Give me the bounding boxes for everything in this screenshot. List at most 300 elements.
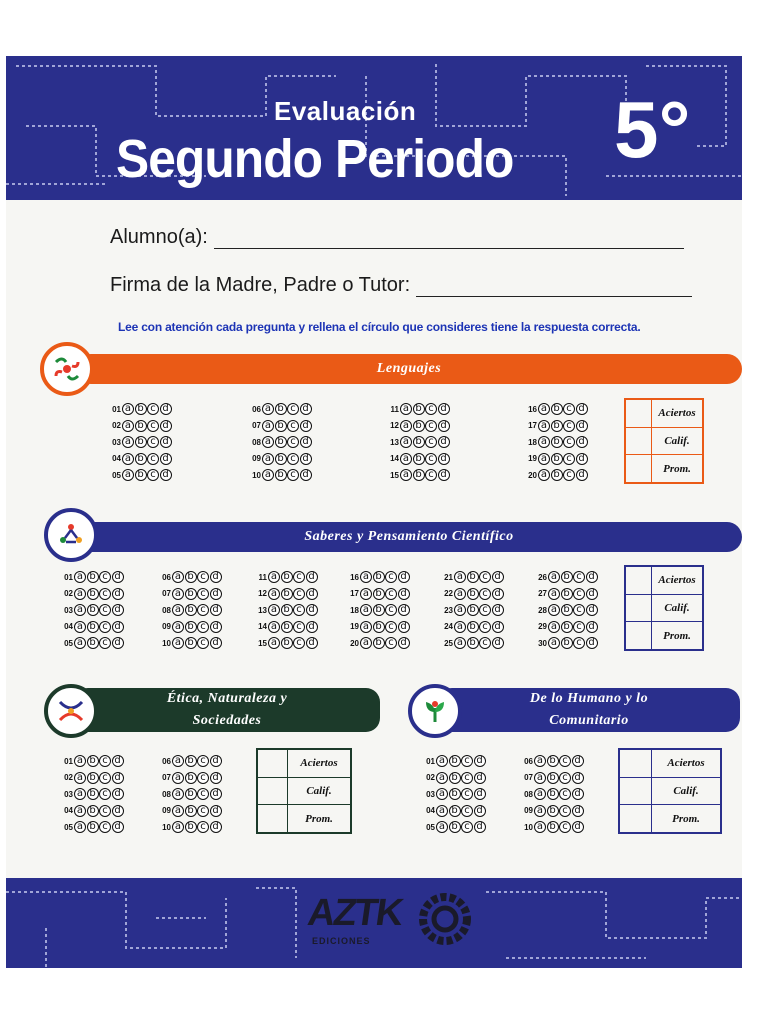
answer-bubble-a[interactable]: a bbox=[172, 604, 184, 616]
answer-bubble-b[interactable]: b bbox=[551, 469, 563, 481]
answer-bubble-a[interactable]: a bbox=[360, 604, 372, 616]
answer-bubble-b[interactable]: b bbox=[87, 805, 99, 817]
answer-bubble-a[interactable]: a bbox=[122, 403, 134, 415]
answer-bubble-c[interactable]: c bbox=[479, 604, 491, 616]
answer-bubble-b[interactable]: b bbox=[87, 755, 99, 767]
answer-bubble-d[interactable]: d bbox=[112, 604, 124, 616]
answer-bubble-b[interactable]: b bbox=[551, 453, 563, 465]
student-name-line[interactable] bbox=[214, 228, 684, 249]
answer-bubble-b[interactable]: b bbox=[135, 403, 147, 415]
answer-bubble-d[interactable]: d bbox=[576, 436, 588, 448]
answer-bubble-d[interactable]: d bbox=[306, 604, 318, 616]
answer-bubble-b[interactable]: b bbox=[135, 469, 147, 481]
answer-bubble-c[interactable]: c bbox=[479, 588, 491, 600]
answer-bubble-a[interactable]: a bbox=[538, 469, 550, 481]
answer-bubble-a[interactable]: a bbox=[360, 621, 372, 633]
answer-bubble-b[interactable]: b bbox=[547, 772, 559, 784]
answer-bubble-c[interactable]: c bbox=[573, 604, 585, 616]
answer-bubble-c[interactable]: c bbox=[147, 453, 159, 465]
score-entry-cell[interactable] bbox=[626, 400, 652, 428]
answer-bubble-a[interactable]: a bbox=[172, 637, 184, 649]
answer-bubble-c[interactable]: c bbox=[197, 821, 209, 833]
answer-bubble-d[interactable]: d bbox=[112, 755, 124, 767]
answer-bubble-d[interactable]: d bbox=[438, 420, 450, 432]
answer-bubble-c[interactable]: c bbox=[287, 453, 299, 465]
answer-bubble-c[interactable]: c bbox=[385, 621, 397, 633]
answer-bubble-d[interactable]: d bbox=[112, 788, 124, 800]
answer-bubble-b[interactable]: b bbox=[547, 788, 559, 800]
answer-bubble-d[interactable]: d bbox=[576, 453, 588, 465]
answer-bubble-b[interactable]: b bbox=[185, 755, 197, 767]
answer-bubble-d[interactable]: d bbox=[572, 755, 584, 767]
answer-bubble-a[interactable]: a bbox=[400, 436, 412, 448]
answer-bubble-b[interactable]: b bbox=[561, 621, 573, 633]
answer-bubble-c[interactable]: c bbox=[99, 772, 111, 784]
answer-bubble-a[interactable]: a bbox=[436, 788, 448, 800]
question-number: 04 bbox=[112, 454, 121, 464]
answer-bubble-b[interactable]: b bbox=[281, 637, 293, 649]
answer-bubble-c[interactable]: c bbox=[559, 755, 571, 767]
answer-bubble-d[interactable]: d bbox=[210, 571, 222, 583]
answer-bubble-c[interactable]: c bbox=[197, 805, 209, 817]
answer-bubble-a[interactable]: a bbox=[172, 621, 184, 633]
answer-bubble-c[interactable]: c bbox=[563, 420, 575, 432]
answer-bubble-b[interactable]: b bbox=[87, 772, 99, 784]
answer-bubble-b[interactable]: b bbox=[373, 588, 385, 600]
answer-bubble-a[interactable]: a bbox=[436, 821, 448, 833]
score-entry-cell[interactable] bbox=[258, 805, 288, 832]
answer-bubble-a[interactable]: a bbox=[262, 436, 274, 448]
answer-bubble-c[interactable]: c bbox=[287, 469, 299, 481]
answer-bubble-d[interactable]: d bbox=[306, 637, 318, 649]
answer-bubble-b[interactable]: b bbox=[275, 453, 287, 465]
answer-bubble-d[interactable]: d bbox=[306, 571, 318, 583]
answer-bubble-a[interactable]: a bbox=[454, 621, 466, 633]
answer-bubble-c[interactable]: c bbox=[385, 637, 397, 649]
answer-bubble-a[interactable]: a bbox=[74, 788, 86, 800]
answer-bubble-d[interactable]: d bbox=[398, 604, 410, 616]
answer-bubble-a[interactable]: a bbox=[74, 571, 86, 583]
answer-bubble-b[interactable]: b bbox=[467, 604, 479, 616]
answer-bubble-b[interactable]: b bbox=[185, 588, 197, 600]
answer-bubble-a[interactable]: a bbox=[122, 453, 134, 465]
answer-bubble-a[interactable]: a bbox=[74, 821, 86, 833]
answer-bubble-a[interactable]: a bbox=[74, 805, 86, 817]
answer-bubble-c[interactable]: c bbox=[99, 621, 111, 633]
answer-bubble-d[interactable]: d bbox=[160, 403, 172, 415]
answer-bubble-a[interactable]: a bbox=[538, 436, 550, 448]
answer-bubble-c[interactable]: c bbox=[563, 453, 575, 465]
answer-bubble-a[interactable]: a bbox=[262, 469, 274, 481]
answer-bubble-d[interactable]: d bbox=[586, 604, 598, 616]
answer-bubble-a[interactable]: a bbox=[122, 420, 134, 432]
answer-bubble-b[interactable]: b bbox=[373, 604, 385, 616]
answer-bubble-c[interactable]: c bbox=[99, 604, 111, 616]
answer-bubble-d[interactable]: d bbox=[210, 772, 222, 784]
answer-bubble-d[interactable]: d bbox=[398, 571, 410, 583]
answer-bubble-d[interactable]: d bbox=[210, 588, 222, 600]
score-entry-cell[interactable] bbox=[626, 567, 652, 595]
answer-bubble-a[interactable]: a bbox=[172, 805, 184, 817]
answer-bubble-a[interactable]: a bbox=[436, 772, 448, 784]
answer-bubble-a[interactable]: a bbox=[360, 637, 372, 649]
answer-bubble-c[interactable]: c bbox=[293, 621, 305, 633]
answer-bubble-c[interactable]: c bbox=[559, 788, 571, 800]
answer-bubble-c[interactable]: c bbox=[461, 821, 473, 833]
answer-bubble-b[interactable]: b bbox=[467, 621, 479, 633]
score-entry-cell[interactable] bbox=[626, 428, 652, 456]
answer-bubble-c[interactable]: c bbox=[425, 453, 437, 465]
answer-bubble-c[interactable]: c bbox=[197, 788, 209, 800]
answer-bubble-b[interactable]: b bbox=[185, 788, 197, 800]
answer-bubble-d[interactable]: d bbox=[398, 637, 410, 649]
answer-bubble-c[interactable]: c bbox=[559, 772, 571, 784]
answer-bubble-b[interactable]: b bbox=[185, 637, 197, 649]
answer-bubble-b[interactable]: b bbox=[449, 805, 461, 817]
answer-bubble-c[interactable]: c bbox=[287, 420, 299, 432]
answer-bubble-b[interactable]: b bbox=[87, 604, 99, 616]
answer-bubble-c[interactable]: c bbox=[559, 821, 571, 833]
answer-bubble-b[interactable]: b bbox=[185, 571, 197, 583]
answer-bubble-a[interactable]: a bbox=[534, 821, 546, 833]
answer-bubble-a[interactable]: a bbox=[172, 788, 184, 800]
answer-bubble-d[interactable]: d bbox=[112, 637, 124, 649]
answer-bubble-a[interactable]: a bbox=[268, 604, 280, 616]
answer-bubble-a[interactable]: a bbox=[454, 571, 466, 583]
answer-bubble-a[interactable]: a bbox=[548, 604, 560, 616]
answer-bubble-c[interactable]: c bbox=[479, 621, 491, 633]
answer-bubble-a[interactable]: a bbox=[548, 637, 560, 649]
answer-bubble-c[interactable]: c bbox=[563, 469, 575, 481]
answer-bubble-d[interactable]: d bbox=[300, 469, 312, 481]
answer-bubble-b[interactable]: b bbox=[87, 588, 99, 600]
answer-bubble-a[interactable]: a bbox=[74, 621, 86, 633]
answer-bubble-c[interactable]: c bbox=[461, 788, 473, 800]
answer-bubble-a[interactable]: a bbox=[534, 772, 546, 784]
answer-bubble-b[interactable]: b bbox=[467, 588, 479, 600]
answer-bubble-d[interactable]: d bbox=[306, 621, 318, 633]
answer-bubble-a[interactable]: a bbox=[74, 604, 86, 616]
answer-bubble-d[interactable]: d bbox=[210, 637, 222, 649]
answer-bubble-b[interactable]: b bbox=[561, 588, 573, 600]
answer-bubble-c[interactable]: c bbox=[99, 637, 111, 649]
answer-bubble-c[interactable]: c bbox=[197, 621, 209, 633]
answer-bubble-c[interactable]: c bbox=[573, 571, 585, 583]
answer-bubble-d[interactable]: d bbox=[586, 621, 598, 633]
answer-bubble-c[interactable]: c bbox=[99, 588, 111, 600]
answer-bubble-b[interactable]: b bbox=[413, 420, 425, 432]
answer-bubble-a[interactable]: a bbox=[74, 637, 86, 649]
answer-bubble-d[interactable]: d bbox=[112, 588, 124, 600]
answer-bubble-b[interactable]: b bbox=[87, 621, 99, 633]
answer-bubble-a[interactable]: a bbox=[454, 588, 466, 600]
answer-bubble-a[interactable]: a bbox=[548, 621, 560, 633]
answer-bubble-c[interactable]: c bbox=[573, 621, 585, 633]
answer-bubble-c[interactable]: c bbox=[197, 604, 209, 616]
answer-bubble-a[interactable]: a bbox=[400, 453, 412, 465]
answer-bubble-c[interactable]: c bbox=[287, 403, 299, 415]
score-entry-cell[interactable] bbox=[620, 805, 652, 832]
answer-bubble-d[interactable]: d bbox=[474, 755, 486, 767]
answer-bubble-d[interactable]: d bbox=[492, 571, 504, 583]
answer-bubble-d[interactable]: d bbox=[210, 621, 222, 633]
answer-bubble-b[interactable]: b bbox=[449, 772, 461, 784]
answer-bubble-c[interactable]: c bbox=[479, 571, 491, 583]
answer-bubble-b[interactable]: b bbox=[551, 403, 563, 415]
answer-bubble-a[interactable]: a bbox=[172, 821, 184, 833]
answer-bubble-b[interactable]: b bbox=[185, 772, 197, 784]
answer-bubble-c[interactable]: c bbox=[99, 571, 111, 583]
answer-bubble-b[interactable]: b bbox=[185, 621, 197, 633]
question-number: 09 bbox=[524, 806, 533, 816]
answer-bubble-c[interactable]: c bbox=[425, 420, 437, 432]
answer-bubble-a[interactable]: a bbox=[400, 469, 412, 481]
answer-bubble-d[interactable]: d bbox=[112, 621, 124, 633]
answer-bubble-c[interactable]: c bbox=[559, 805, 571, 817]
answer-bubble-b[interactable]: b bbox=[275, 420, 287, 432]
answer-bubble-b[interactable]: b bbox=[87, 637, 99, 649]
answer-bubble-d[interactable]: d bbox=[160, 420, 172, 432]
answer-bubble-d[interactable]: d bbox=[586, 571, 598, 583]
answer-bubble-c[interactable]: c bbox=[197, 755, 209, 767]
answer-bubble-a[interactable]: a bbox=[172, 772, 184, 784]
answer-bubble-c[interactable]: c bbox=[425, 436, 437, 448]
answer-bubble-b[interactable]: b bbox=[547, 821, 559, 833]
answer-bubble-c[interactable]: c bbox=[147, 403, 159, 415]
score-entry-cell[interactable] bbox=[620, 750, 652, 778]
answer-bubble-a[interactable]: a bbox=[268, 621, 280, 633]
answer-bubble-c[interactable]: c bbox=[385, 604, 397, 616]
answer-bubble-d[interactable]: d bbox=[210, 805, 222, 817]
answer-bubble-a[interactable]: a bbox=[262, 403, 274, 415]
answer-bubble-c[interactable]: c bbox=[573, 588, 585, 600]
answer-bubble-c[interactable]: c bbox=[385, 588, 397, 600]
answer-bubble-c[interactable]: c bbox=[147, 469, 159, 481]
answer-bubble-b[interactable]: b bbox=[467, 637, 479, 649]
answer-bubble-b[interactable]: b bbox=[185, 805, 197, 817]
answer-bubble-d[interactable]: d bbox=[112, 821, 124, 833]
answer-bubble-d[interactable]: d bbox=[474, 788, 486, 800]
answer-bubble-d[interactable]: d bbox=[112, 571, 124, 583]
answer-bubble-a[interactable]: a bbox=[268, 571, 280, 583]
answer-bubble-b[interactable]: b bbox=[185, 604, 197, 616]
answer-bubble-d[interactable]: d bbox=[160, 453, 172, 465]
answer-bubble-a[interactable]: a bbox=[172, 588, 184, 600]
answer-bubble-b[interactable]: b bbox=[413, 436, 425, 448]
answer-bubble-d[interactable]: d bbox=[210, 604, 222, 616]
answer-bubble-b[interactable]: b bbox=[281, 621, 293, 633]
answer-bubble-d[interactable]: d bbox=[474, 821, 486, 833]
answer-bubble-c[interactable]: c bbox=[99, 805, 111, 817]
answer-bubble-b[interactable]: b bbox=[551, 436, 563, 448]
answer-bubble-c[interactable]: c bbox=[293, 588, 305, 600]
answer-bubble-d[interactable]: d bbox=[572, 805, 584, 817]
answer-bubble-d[interactable]: d bbox=[210, 755, 222, 767]
answer-bubble-b[interactable]: b bbox=[373, 571, 385, 583]
answer-bubble-a[interactable]: a bbox=[538, 403, 550, 415]
answer-bubble-d[interactable]: d bbox=[398, 621, 410, 633]
answer-bubble-a[interactable]: a bbox=[74, 772, 86, 784]
answer-bubble-d[interactable]: d bbox=[210, 821, 222, 833]
signature-field[interactable] bbox=[110, 274, 692, 297]
answer-bubble-d[interactable]: d bbox=[398, 588, 410, 600]
answer-bubble-c[interactable]: c bbox=[197, 588, 209, 600]
answer-bubble-c[interactable]: c bbox=[293, 637, 305, 649]
answer-bubble-d[interactable]: d bbox=[160, 469, 172, 481]
answer-bubble-b[interactable]: b bbox=[449, 788, 461, 800]
answer-bubble-c[interactable]: c bbox=[425, 469, 437, 481]
answer-bubble-c[interactable]: c bbox=[197, 571, 209, 583]
answer-bubble-d[interactable]: d bbox=[112, 805, 124, 817]
answer-bubble-a[interactable]: a bbox=[548, 571, 560, 583]
answer-bubble-d[interactable]: d bbox=[474, 772, 486, 784]
answer-bubble-a[interactable]: a bbox=[172, 571, 184, 583]
answer-bubble-c[interactable]: c bbox=[563, 403, 575, 415]
answer-bubble-d[interactable]: d bbox=[576, 420, 588, 432]
answer-bubble-b[interactable]: b bbox=[185, 821, 197, 833]
answer-bubble-a[interactable]: a bbox=[172, 755, 184, 767]
answer-bubble-d[interactable]: d bbox=[586, 637, 598, 649]
answer-bubble-b[interactable]: b bbox=[281, 571, 293, 583]
question-number: 11 bbox=[258, 572, 267, 582]
answer-bubble-d[interactable]: d bbox=[438, 453, 450, 465]
answer-bubble-c[interactable]: c bbox=[385, 571, 397, 583]
answer-bubble-c[interactable]: c bbox=[461, 805, 473, 817]
answer-bubble-d[interactable]: d bbox=[306, 588, 318, 600]
answer-bubble-b[interactable]: b bbox=[561, 571, 573, 583]
answer-bubble-d[interactable]: d bbox=[492, 604, 504, 616]
answer-bubble-b[interactable]: b bbox=[135, 453, 147, 465]
answer-bubble-b[interactable]: b bbox=[87, 571, 99, 583]
answer-bubble-b[interactable]: b bbox=[449, 755, 461, 767]
answer-bubble-a[interactable]: a bbox=[122, 436, 134, 448]
answer-bubble-a[interactable]: a bbox=[538, 420, 550, 432]
answer-bubble-c[interactable]: c bbox=[147, 420, 159, 432]
answer-bubble-a[interactable]: a bbox=[74, 588, 86, 600]
answer-bubble-d[interactable]: d bbox=[438, 436, 450, 448]
answer-bubble-a[interactable]: a bbox=[534, 755, 546, 767]
answer-bubble-a[interactable]: a bbox=[262, 453, 274, 465]
answer-bubble-b[interactable]: b bbox=[275, 403, 287, 415]
answer-bubble-c[interactable]: c bbox=[563, 436, 575, 448]
answer-bubble-a[interactable]: a bbox=[454, 604, 466, 616]
answer-bubble-d[interactable]: d bbox=[438, 403, 450, 415]
score-entry-cell[interactable] bbox=[258, 778, 288, 806]
answer-bubble-a[interactable]: a bbox=[534, 805, 546, 817]
answer-bubble-b[interactable]: b bbox=[467, 571, 479, 583]
answer-bubble-c[interactable]: c bbox=[197, 637, 209, 649]
answer-bubble-a[interactable]: a bbox=[534, 788, 546, 800]
answer-bubble-d[interactable]: d bbox=[160, 436, 172, 448]
answer-bubble-b[interactable]: b bbox=[561, 604, 573, 616]
answer-bubble-c[interactable]: c bbox=[461, 772, 473, 784]
answer-bubble-c[interactable]: c bbox=[99, 821, 111, 833]
answer-bubble-b[interactable]: b bbox=[275, 469, 287, 481]
score-entry-cell[interactable] bbox=[626, 455, 652, 482]
score-entry-cell[interactable] bbox=[258, 750, 288, 778]
question-number: 29 bbox=[538, 622, 547, 632]
answer-bubble-d[interactable]: d bbox=[474, 805, 486, 817]
answer-bubble-d[interactable]: d bbox=[300, 453, 312, 465]
answer-bubble-b[interactable]: b bbox=[547, 755, 559, 767]
answer-bubble-b[interactable]: b bbox=[373, 621, 385, 633]
answer-bubble-b[interactable]: b bbox=[413, 453, 425, 465]
answer-bubble-d[interactable]: d bbox=[576, 403, 588, 415]
answer-bubble-b[interactable]: b bbox=[561, 637, 573, 649]
answer-bubble-c[interactable]: c bbox=[197, 772, 209, 784]
answer-bubble-b[interactable]: b bbox=[413, 403, 425, 415]
score-entry-cell[interactable] bbox=[626, 622, 652, 649]
answer-bubble-b[interactable]: b bbox=[87, 788, 99, 800]
answer-bubble-b[interactable]: b bbox=[135, 420, 147, 432]
answer-bubble-a[interactable]: a bbox=[360, 588, 372, 600]
answer-bubble-d[interactable]: d bbox=[210, 788, 222, 800]
answer-bubble-b[interactable]: b bbox=[551, 420, 563, 432]
answer-bubble-d[interactable]: d bbox=[572, 788, 584, 800]
answer-bubble-a[interactable]: a bbox=[436, 805, 448, 817]
answer-bubble-c[interactable]: c bbox=[573, 637, 585, 649]
signature-line[interactable] bbox=[416, 276, 692, 297]
answer-bubble-a[interactable]: a bbox=[400, 403, 412, 415]
answer-bubble-c[interactable]: c bbox=[147, 436, 159, 448]
answer-bubble-b[interactable]: b bbox=[135, 436, 147, 448]
answer-bubble-b[interactable]: b bbox=[275, 436, 287, 448]
answer-bubble-b[interactable]: b bbox=[449, 821, 461, 833]
answer-bubble-c[interactable]: c bbox=[99, 788, 111, 800]
answer-bubble-a[interactable]: a bbox=[268, 588, 280, 600]
answer-bubble-b[interactable]: b bbox=[281, 604, 293, 616]
answer-bubble-c[interactable]: c bbox=[99, 755, 111, 767]
answer-bubble-b[interactable]: b bbox=[281, 588, 293, 600]
answer-bubble-a[interactable]: a bbox=[122, 469, 134, 481]
answer-bubble-a[interactable]: a bbox=[436, 755, 448, 767]
answer-bubble-d[interactable]: d bbox=[300, 420, 312, 432]
answer-bubble-d[interactable]: d bbox=[572, 772, 584, 784]
answer-bubble-c[interactable]: c bbox=[425, 403, 437, 415]
answer-bubble-a[interactable]: a bbox=[74, 755, 86, 767]
answer-bubble-a[interactable]: a bbox=[548, 588, 560, 600]
answer-bubble-b[interactable]: b bbox=[547, 805, 559, 817]
answer-bubble-a[interactable]: a bbox=[454, 637, 466, 649]
answer-bubble-d[interactable]: d bbox=[492, 637, 504, 649]
answer-bubble-c[interactable]: c bbox=[293, 604, 305, 616]
answer-bubble-d[interactable]: d bbox=[112, 772, 124, 784]
answer-bubble-b[interactable]: b bbox=[373, 637, 385, 649]
answer-bubble-b[interactable]: b bbox=[87, 821, 99, 833]
answer-bubble-d[interactable]: d bbox=[300, 436, 312, 448]
answer-bubble-d[interactable]: d bbox=[492, 621, 504, 633]
answer-bubble-c[interactable]: c bbox=[479, 637, 491, 649]
score-entry-cell[interactable] bbox=[620, 778, 652, 806]
score-entry-cell[interactable] bbox=[626, 595, 652, 623]
answer-bubble-d[interactable]: d bbox=[438, 469, 450, 481]
answer-bubble-c[interactable]: c bbox=[287, 436, 299, 448]
answer-bubble-a[interactable]: a bbox=[262, 420, 274, 432]
answer-bubble-d[interactable]: d bbox=[492, 588, 504, 600]
answer-bubble-d[interactable]: d bbox=[300, 403, 312, 415]
answer-bubble-c[interactable]: c bbox=[293, 571, 305, 583]
answer-bubble-a[interactable]: a bbox=[400, 420, 412, 432]
answer-bubble-a[interactable]: a bbox=[538, 453, 550, 465]
student-name-field[interactable] bbox=[110, 226, 684, 249]
answer-bubble-a[interactable]: a bbox=[360, 571, 372, 583]
answer-bubble-c[interactable]: c bbox=[461, 755, 473, 767]
answer-bubble-a[interactable]: a bbox=[268, 637, 280, 649]
answer-bubble-d[interactable]: d bbox=[586, 588, 598, 600]
answer-bubble-b[interactable]: b bbox=[413, 469, 425, 481]
answer-bubble-d[interactable]: d bbox=[576, 469, 588, 481]
answer-bubble-d[interactable]: d bbox=[572, 821, 584, 833]
